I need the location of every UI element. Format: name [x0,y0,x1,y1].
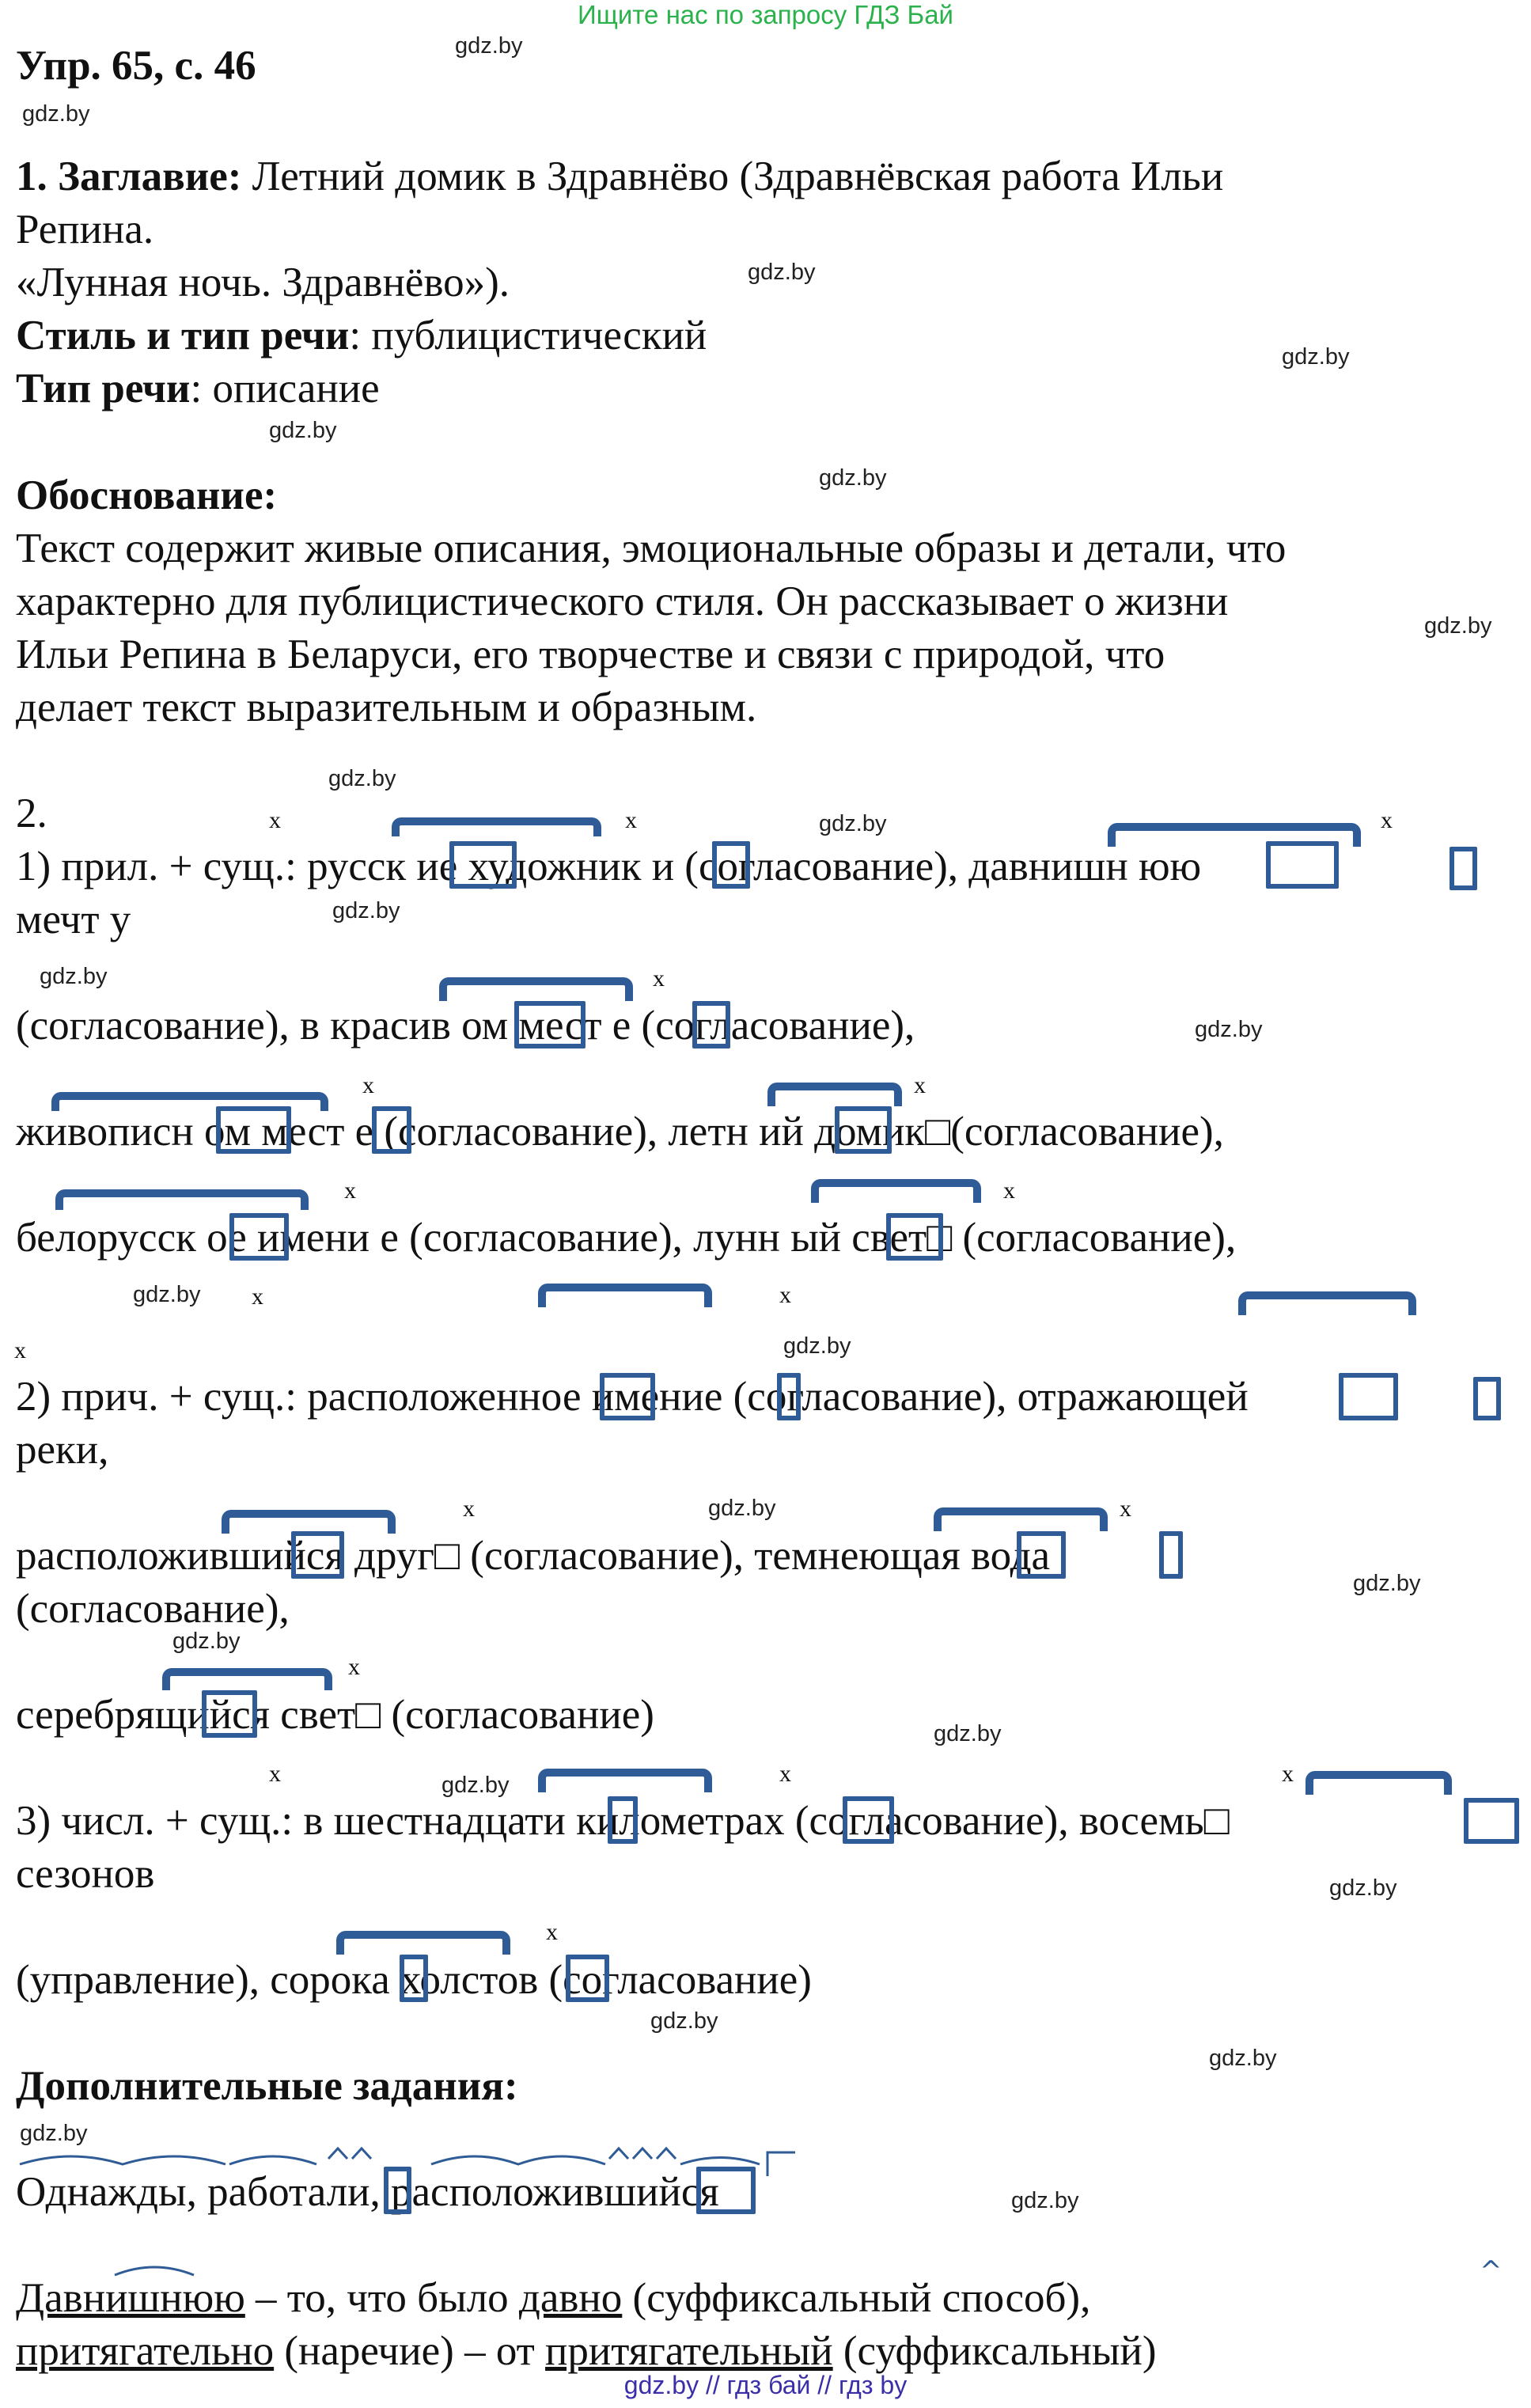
x-mark: x [348,1654,360,1680]
footer-links[interactable]: gdz.by // гдз бай // гдз by [623,2371,908,2399]
suffix-arc [680,2158,760,2165]
x-mark: x [252,1284,263,1310]
x-mark: x [1120,1496,1131,1522]
underlined-word: давно [518,2275,623,2321]
suffix-arc [20,2156,225,2164]
x-mark: x [269,807,281,833]
suffix-caret [633,2148,652,2159]
extra-label: Дополнительные задания: [16,2063,518,2109]
type-label: Тип речи [16,366,191,411]
title-text-1: Летний домик в Здравнёво (Здравнёвская работа Ильи [252,154,1224,199]
style-label: Стиль и тип речи [16,313,350,358]
underlined-word: притягательный [545,2328,833,2374]
x-mark: x [362,1072,374,1098]
line-continuation: реки, [16,1427,109,1473]
type-value: : описание [190,366,380,411]
watermark: gdz.by [1195,1017,1263,1042]
plain-text: (суффиксальный) [832,2328,1157,2374]
watermark: gdz.by [332,898,400,923]
watermark: gdz.by [1282,344,1350,370]
line-continuation: (согласование), в красив ом мест е (согласование), [16,1003,915,1049]
line-adj-noun: 1) прил. + сущ.: русск ие художник и (согласование), давнишн юю [16,844,1202,889]
justification-line: делает текст выразительным и образным. [16,684,757,730]
suffix-caret [328,2148,347,2159]
line-continuation: расположившийся друг□ (согласование), темнеющая вода [16,1533,1051,1579]
watermark: gdz.by [934,1721,1002,1746]
suffix-arc [431,2156,605,2164]
watermark: gdz.by [1209,2046,1277,2071]
watermark: gdz.by [455,33,523,59]
x-mark: x [914,1072,926,1098]
x-mark: x [269,1761,281,1787]
watermark: gdz.by [708,1496,776,1521]
plain-text: (наречие) – от [274,2328,546,2374]
line-continuation: (управление), сорока холстов (согласование) [16,1957,812,2003]
suffix-caret [352,2148,371,2159]
x-mark: x [625,807,637,833]
justification-line: характерно для публицистического стиля. Он рассказывает о жизни [16,578,1229,624]
watermark: gdz.by [22,101,90,127]
x-mark: x [653,965,665,992]
watermark: gdz.by [783,1333,851,1359]
watermark: gdz.by [1011,2188,1079,2213]
x-mark: x [779,1761,791,1787]
suffix-caret [657,2148,676,2159]
line-continuation: живописн ом мест е (согласование), летн ий домик□(согласование), [16,1109,1224,1155]
watermark: gdz.by [172,1629,241,1654]
watermark: gdz.by [20,2121,88,2146]
justification-line: Ильи Репина в Беларуси, его творчестве и связи с природой, что [16,631,1165,677]
top-banner[interactable]: Ищите нас по запросу ГДЗ Бай [578,0,953,29]
plain-text: (суффиксальный способ), [622,2275,1091,2321]
watermark: gdz.by [819,465,887,491]
suffix-caret [609,2148,628,2159]
line-continuation: мечт у [16,897,131,942]
watermark: gdz.by [819,811,887,836]
line-participle-noun: 2) прич. + сущ.: расположенное имение (согласование), отражающей [16,1374,1249,1420]
line-continuation: (согласование), [16,1586,290,1632]
title-line-2: Репина. [16,207,154,252]
postfix-mark [767,2152,795,2176]
watermark: gdz.by [1353,1571,1421,1596]
watermark: gdz.by [269,418,337,443]
suffix-arc [115,2267,194,2275]
justification-label: Обоснование: [16,472,278,518]
underlined-word: Давнишнюю [16,2275,245,2321]
line-numeral-noun: 3) числ. + сущ.: в шестнадцати километрах (согласование), восемь□ [16,1798,1230,1844]
extra-line-1: Однажды, работали, расположившийся [16,2169,719,2215]
x-mark: x [344,1177,356,1204]
scroll-up-icon[interactable]: ^ [1480,2255,1503,2287]
watermark: gdz.by [1329,1875,1397,1901]
watermark: gdz.by [748,260,816,285]
style-value: : публицистический [349,313,707,358]
plain-text: – то, что было [244,2275,519,2321]
watermark: gdz.by [441,1773,510,1798]
watermark: gdz.by [133,1282,201,1307]
exercise-title: Упр. 65, с. 46 [16,43,256,89]
x-mark: x [1003,1177,1015,1204]
x-mark: x [1381,807,1393,833]
x-mark: x [14,1337,26,1363]
underlined-word: притягательно [16,2328,275,2374]
section-2-label: 2. [16,791,47,836]
justification-line: Текст содержит живые описания, эмоциональные образы и детали, что [16,525,1287,571]
watermark: gdz.by [328,766,396,791]
watermark: gdz.by [40,964,108,989]
suffix-arc [229,2156,316,2164]
title-label: 1. Заглавие: [16,154,242,199]
watermark: gdz.by [650,2008,718,2034]
watermark: gdz.by [1424,613,1492,639]
line-continuation: сезонов [16,1851,155,1897]
title-line-3: «Лунная ночь. Здравнёво»). [16,260,510,305]
line-continuation: белорусск ое имени е (согласование), лунн ый свет□ (согласование), [16,1215,1237,1261]
x-mark: x [779,1282,791,1308]
line-continuation: серебрящийся свет□ (согласование) [16,1692,654,1738]
x-mark: x [546,1919,558,1945]
x-mark: x [463,1496,475,1522]
x-mark: x [1282,1761,1294,1787]
